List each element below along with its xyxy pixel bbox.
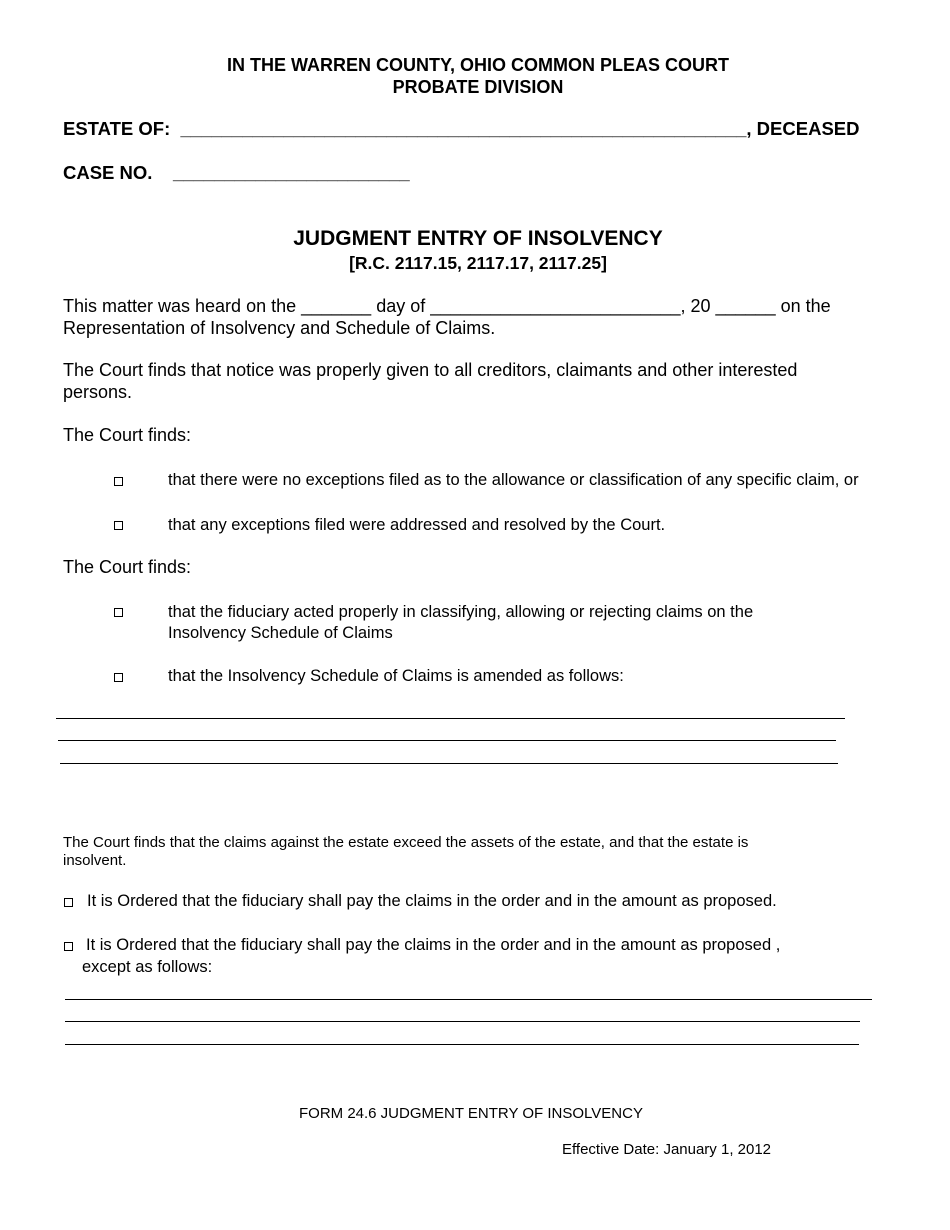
hearing-paragraph xyxy=(63,295,831,339)
fiduciary-proper-line-1: that the fiduciary acted properly in classifying, allowing or rejecting claims on the xyxy=(168,603,754,621)
court-header xyxy=(0,54,950,98)
findings-heading-2: The Court finds: xyxy=(63,557,192,577)
exceptions-resolved-checkbox[interactable] xyxy=(114,521,123,530)
division-name: PROBATE DIVISION xyxy=(392,77,564,97)
exceptions-resolved-option: that any exceptions filed were addressed and resolved by the Court. xyxy=(168,516,666,534)
form-name-footer: FORM 24.6 JUDGMENT ENTRY OF INSOLVENCY xyxy=(299,1105,643,1122)
effective-date: Effective Date: January 1, 2012 xyxy=(562,1141,772,1158)
exception-line-3[interactable] xyxy=(65,1044,859,1045)
hearing-line-2: Representation of Insolvency and Schedule of Claims. xyxy=(63,318,496,338)
no-exceptions-option: that there were no exceptions filed as to the allowance or classification of any specific claim, or xyxy=(168,471,859,489)
estate-of-label: ESTATE OF: xyxy=(63,118,171,139)
form-title: JUDGMENT ENTRY OF INSOLVENCY xyxy=(293,227,663,250)
no-exceptions-checkbox[interactable] xyxy=(114,477,123,486)
estate-name-field[interactable]: _______________________________________________________ xyxy=(180,118,747,139)
case-number-field[interactable]: _______________________ xyxy=(173,162,410,183)
exception-line-1[interactable] xyxy=(65,999,872,1000)
exception-line-2[interactable] xyxy=(65,1021,860,1022)
amendment-line-1[interactable] xyxy=(56,718,845,719)
insolvency-finding xyxy=(63,834,748,870)
fiduciary-proper-checkbox[interactable] xyxy=(114,608,123,617)
schedule-amended-checkbox[interactable] xyxy=(114,673,123,682)
notice-line-1: The Court finds that notice was properly given to all creditors, claimants and other interested xyxy=(63,360,798,380)
order-as-proposed: It is Ordered that the fiduciary shall pay the claims in the order and in the amount as proposed. xyxy=(87,892,777,910)
order-with-exceptions-line-2: except as follows: xyxy=(82,958,213,976)
deceased-suffix: , DECEASED xyxy=(746,118,860,139)
order-with-exceptions-line-1: It is Ordered that the fiduciary shall pay the claims in the order and in the amount as proposed , xyxy=(86,936,781,954)
amendment-line-3[interactable] xyxy=(60,763,838,764)
notice-line-2: persons. xyxy=(63,382,133,402)
schedule-amended-option: that the Insolvency Schedule of Claims is amended as follows: xyxy=(168,667,624,685)
hearing-line-1: This matter was heard on the _______ day of _________________________, 20 ______ on the xyxy=(63,296,831,316)
order-as-proposed-checkbox[interactable] xyxy=(64,898,73,907)
order-with-exceptions-checkbox[interactable] xyxy=(64,942,73,951)
amendment-line-2[interactable] xyxy=(58,740,836,741)
insolvency-line-1: The Court finds that the claims against the estate exceed the assets of the estate, and that the estate is xyxy=(63,834,749,851)
court-name: IN THE WARREN COUNTY, OHIO COMMON PLEAS COURT xyxy=(226,55,729,75)
estate-of-row xyxy=(63,118,859,140)
case-number-row xyxy=(63,162,410,184)
findings-heading-1: The Court finds: xyxy=(63,425,192,445)
fiduciary-proper-line-2: Insolvency Schedule of Claims xyxy=(168,624,393,642)
case-number-label: CASE NO. xyxy=(63,162,153,183)
statute-reference: [R.C. 2117.15, 2117.17, 2117.25] xyxy=(349,253,607,273)
notice-paragraph xyxy=(63,359,797,403)
insolvency-line-2: insolvent. xyxy=(63,852,127,869)
fiduciary-proper-option xyxy=(168,602,753,644)
